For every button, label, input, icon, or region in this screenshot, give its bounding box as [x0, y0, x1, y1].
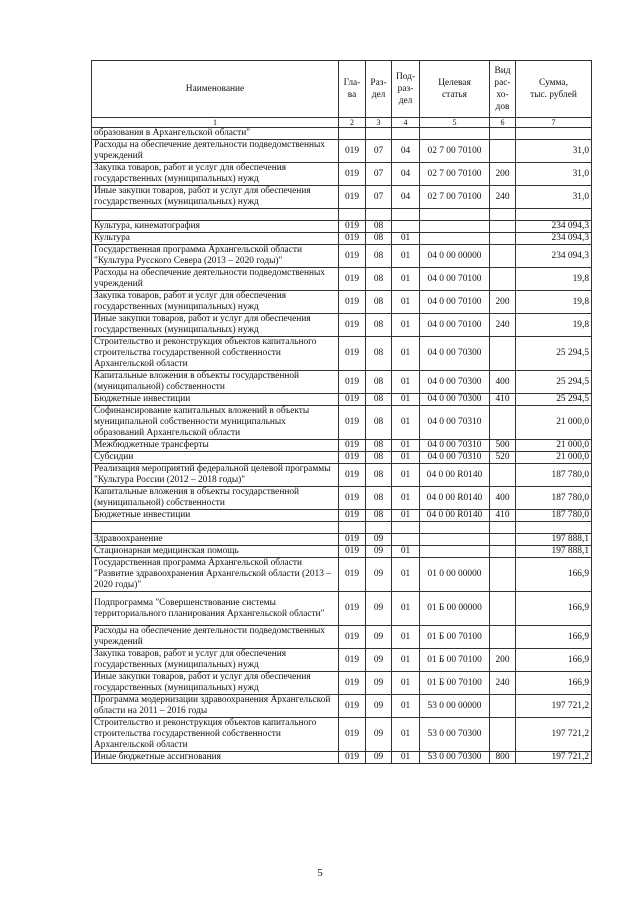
row-section: 09	[366, 592, 392, 626]
spacer-row	[92, 209, 592, 221]
row-name: Здравоохранение	[92, 534, 339, 546]
row-section: 08	[366, 314, 392, 337]
row-expense-type	[490, 546, 516, 558]
row-chapter: 019	[339, 291, 366, 314]
row-section: 09	[366, 534, 392, 546]
row-target: 53 0 00 00000	[420, 695, 490, 718]
row-chapter: 019	[339, 626, 366, 649]
row-expense-type: 240	[490, 314, 516, 337]
column-number: 5	[420, 118, 490, 128]
header-subsection: Под- раз- дел	[392, 61, 420, 118]
row-subsection: 01	[392, 337, 420, 371]
row-expense-type	[490, 718, 516, 752]
header-expense-type: Вид рас- хо- дов	[490, 61, 516, 118]
row-section: 08	[366, 510, 392, 522]
row-section: 09	[366, 626, 392, 649]
row-target	[420, 128, 490, 140]
row-section: 08	[366, 221, 392, 233]
row-amount: 187 780,0	[516, 510, 592, 522]
table-row	[92, 163, 592, 186]
row-amount: 21 000,0	[516, 452, 592, 464]
row-amount: 166,9	[516, 626, 592, 649]
row-section	[366, 128, 392, 140]
row-amount: 166,9	[516, 558, 592, 592]
budget-table	[91, 60, 592, 764]
row-target: 04 0 00 R0140	[420, 487, 490, 510]
header-name: Наименование	[92, 61, 339, 118]
row-name: Закупка товаров, работ и услуг для обеспечения государственных (муниципальных) нужд	[92, 649, 339, 672]
row-amount: 234 094,3	[516, 245, 592, 268]
row-chapter: 019	[339, 186, 366, 209]
table-row	[92, 752, 592, 764]
row-target: 01 0 00 00000	[420, 558, 490, 592]
row-chapter: 019	[339, 268, 366, 291]
row-expense-type: 400	[490, 487, 516, 510]
row-amount: 187 780,0	[516, 487, 592, 510]
row-target	[420, 209, 490, 221]
row-target: 04 0 00 70100	[420, 291, 490, 314]
row-target: 04 0 00 70100	[420, 268, 490, 291]
table-row	[92, 534, 592, 546]
row-subsection: 01	[392, 752, 420, 764]
table-row	[92, 291, 592, 314]
table-row	[92, 233, 592, 245]
row-name: Бюджетные инвестиции	[92, 510, 339, 522]
row-subsection: 01	[392, 291, 420, 314]
row-expense-type: 500	[490, 440, 516, 452]
row-target	[420, 546, 490, 558]
row-section: 08	[366, 452, 392, 464]
row-expense-type: 410	[490, 510, 516, 522]
table-row	[92, 394, 592, 406]
row-section: 08	[366, 245, 392, 268]
row-section: 09	[366, 718, 392, 752]
row-target: 01 Б 00 70100	[420, 672, 490, 695]
table-body	[92, 61, 592, 764]
row-amount: 234 094,3	[516, 221, 592, 233]
row-amount: 187 780,0	[516, 464, 592, 487]
row-subsection: 01	[392, 245, 420, 268]
row-amount: 21 000,0	[516, 406, 592, 440]
row-amount: 166,9	[516, 649, 592, 672]
row-expense-type	[490, 337, 516, 371]
row-section: 09	[366, 752, 392, 764]
row-target	[420, 522, 490, 534]
row-subsection	[392, 128, 420, 140]
row-chapter: 019	[339, 534, 366, 546]
row-name: Иные закупки товаров, работ и услуг для обеспечения государственных (муниципальных) нужд	[92, 314, 339, 337]
row-amount: 31,0	[516, 140, 592, 163]
table-row	[92, 718, 592, 752]
column-number-row	[92, 118, 592, 128]
row-section: 08	[366, 268, 392, 291]
row-expense-type	[490, 128, 516, 140]
row-subsection: 01	[392, 371, 420, 394]
row-target: 04 0 00 R0140	[420, 464, 490, 487]
row-amount: 166,9	[516, 592, 592, 626]
row-expense-type: 240	[490, 672, 516, 695]
row-name: Культура, кинематография	[92, 221, 339, 233]
row-amount: 197 888,1	[516, 546, 592, 558]
table-row	[92, 337, 592, 371]
row-section: 07	[366, 186, 392, 209]
row-amount: 25 294,5	[516, 394, 592, 406]
row-subsection: 01	[392, 464, 420, 487]
row-section: 09	[366, 695, 392, 718]
column-number: 3	[366, 118, 392, 128]
row-expense-type: 200	[490, 163, 516, 186]
header-target: Целевая статья	[420, 61, 490, 118]
row-amount: 21 000,0	[516, 440, 592, 452]
row-section: 08	[366, 464, 392, 487]
row-amount: 197 721,2	[516, 718, 592, 752]
table-row	[92, 314, 592, 337]
row-target	[420, 534, 490, 546]
page-number: 5	[317, 867, 323, 879]
row-name: Государственная программа Архангельской области "Развитие здравоохранения Архангельской области (2013 – 2020 годы)"	[92, 558, 339, 592]
row-expense-type: 200	[490, 649, 516, 672]
row-section: 08	[366, 291, 392, 314]
row-expense-type	[490, 233, 516, 245]
row-expense-type	[490, 626, 516, 649]
table-row	[92, 452, 592, 464]
table-row	[92, 186, 592, 209]
row-amount	[516, 209, 592, 221]
row-name: Расходы на обеспечение деятельности подведомственных учреждений	[92, 140, 339, 163]
row-amount: 197 721,2	[516, 752, 592, 764]
row-chapter: 019	[339, 406, 366, 440]
row-expense-type	[490, 209, 516, 221]
row-expense-type	[490, 221, 516, 233]
row-target: 04 0 00 70300	[420, 337, 490, 371]
row-section	[366, 522, 392, 534]
row-amount	[516, 522, 592, 534]
table-header-row	[92, 61, 592, 118]
row-subsection	[392, 209, 420, 221]
row-chapter: 019	[339, 452, 366, 464]
table-row	[92, 371, 592, 394]
table-row	[92, 592, 592, 626]
column-number: 2	[339, 118, 366, 128]
row-section: 07	[366, 140, 392, 163]
table-row	[92, 128, 592, 140]
row-expense-type: 800	[490, 752, 516, 764]
row-chapter: 019	[339, 487, 366, 510]
row-subsection: 01	[392, 487, 420, 510]
row-section: 08	[366, 440, 392, 452]
row-target: 04 0 00 70300	[420, 371, 490, 394]
row-section: 09	[366, 672, 392, 695]
row-subsection	[392, 221, 420, 233]
row-expense-type	[490, 534, 516, 546]
table-row	[92, 464, 592, 487]
row-target: 02 7 00 70100	[420, 140, 490, 163]
row-target	[420, 221, 490, 233]
row-name: Иные бюджетные ассигнования	[92, 752, 339, 764]
row-chapter: 019	[339, 314, 366, 337]
row-amount: 166,9	[516, 672, 592, 695]
row-chapter: 019	[339, 546, 366, 558]
row-target: 01 Б 00 70100	[420, 626, 490, 649]
row-subsection: 01	[392, 233, 420, 245]
header-chapter: Гла- ва	[339, 61, 366, 118]
row-chapter: 019	[339, 221, 366, 233]
row-chapter: 019	[339, 510, 366, 522]
row-expense-type: 240	[490, 186, 516, 209]
row-name: Капитальные вложения в объекты государственной (муниципальной) собственности	[92, 487, 339, 510]
row-section: 08	[366, 337, 392, 371]
row-section: 08	[366, 406, 392, 440]
row-target: 01 Б 00 00000	[420, 592, 490, 626]
row-name: Софинансирование капитальных вложений в объекты муниципальной собственности муниципальных образований Архангельской области	[92, 406, 339, 440]
row-target: 04 0 00 70310	[420, 406, 490, 440]
row-chapter: 019	[339, 672, 366, 695]
row-name: Иные закупки товаров, работ и услуг для обеспечения государственных (муниципальных) нужд	[92, 672, 339, 695]
header-amount: Сумма, тыс. рублей	[516, 61, 592, 118]
row-subsection: 01	[392, 440, 420, 452]
row-section: 07	[366, 163, 392, 186]
row-expense-type: 410	[490, 394, 516, 406]
row-expense-type	[490, 522, 516, 534]
row-name: Строительство и реконструкция объектов капитального строительства государственной собственности Архангельской области	[92, 337, 339, 371]
row-name: Расходы на обеспечение деятельности подведомственных учреждений	[92, 626, 339, 649]
row-subsection: 01	[392, 558, 420, 592]
spacer-row	[92, 522, 592, 534]
row-name: Расходы на обеспечение деятельности подведомственных учреждений	[92, 268, 339, 291]
table-row	[92, 510, 592, 522]
row-target: 02 7 00 70100	[420, 163, 490, 186]
row-amount: 31,0	[516, 186, 592, 209]
row-name: образования в Архангельской области"	[92, 128, 339, 140]
row-expense-type	[490, 268, 516, 291]
row-subsection: 01	[392, 592, 420, 626]
row-name: Капитальные вложения в объекты государственной (муниципальной) собственности	[92, 371, 339, 394]
row-target: 53 0 00 70300	[420, 718, 490, 752]
row-subsection: 01	[392, 546, 420, 558]
row-subsection: 01	[392, 626, 420, 649]
row-name: Субсидии	[92, 452, 339, 464]
row-amount: 234 094,3	[516, 233, 592, 245]
row-chapter: 019	[339, 464, 366, 487]
row-name: Межбюджетные трансферты	[92, 440, 339, 452]
table-row	[92, 649, 592, 672]
row-amount: 197 888,1	[516, 534, 592, 546]
row-section: 09	[366, 649, 392, 672]
row-target: 02 7 00 70100	[420, 186, 490, 209]
column-number: 6	[490, 118, 516, 128]
table-row	[92, 626, 592, 649]
header-section: Раз- дел	[366, 61, 392, 118]
row-subsection: 01	[392, 452, 420, 464]
row-name	[92, 522, 339, 534]
table-row	[92, 140, 592, 163]
row-chapter: 019	[339, 695, 366, 718]
row-target: 53 0 00 70300	[420, 752, 490, 764]
table-row	[92, 695, 592, 718]
row-amount: 31,0	[516, 163, 592, 186]
row-subsection: 01	[392, 406, 420, 440]
row-section: 08	[366, 371, 392, 394]
table-row	[92, 558, 592, 592]
row-expense-type	[490, 464, 516, 487]
column-number: 4	[392, 118, 420, 128]
row-section: 09	[366, 558, 392, 592]
row-target: 04 0 00 70300	[420, 394, 490, 406]
row-name: Государственная программа Архангельской области "Культура Русского Севера (2013 – 2020 годы)"	[92, 245, 339, 268]
row-name: Реализация мероприятий федеральной целевой программы "Культура России (2012 – 2018 годы)"	[92, 464, 339, 487]
row-expense-type	[490, 140, 516, 163]
row-chapter	[339, 209, 366, 221]
row-name: Стационарная медицинская помощь	[92, 546, 339, 558]
column-number: 7	[516, 118, 592, 128]
row-expense-type	[490, 695, 516, 718]
row-expense-type	[490, 245, 516, 268]
row-chapter: 019	[339, 337, 366, 371]
row-subsection: 01	[392, 314, 420, 337]
row-target: 04 0 00 R0140	[420, 510, 490, 522]
row-name: Подпрограмма "Совершенствование системы территориального планирования Архангельской области"	[92, 592, 339, 626]
row-section: 08	[366, 487, 392, 510]
row-amount	[516, 128, 592, 140]
row-expense-type	[490, 558, 516, 592]
row-chapter: 019	[339, 394, 366, 406]
row-name: Программа модернизации здравоохранения Архангельской области на 2011 – 2016 годы	[92, 695, 339, 718]
row-subsection	[392, 522, 420, 534]
row-chapter	[339, 128, 366, 140]
row-subsection: 01	[392, 394, 420, 406]
row-chapter: 019	[339, 233, 366, 245]
row-subsection: 04	[392, 186, 420, 209]
row-chapter: 019	[339, 245, 366, 268]
row-target: 04 0 00 70100	[420, 314, 490, 337]
table-row	[92, 440, 592, 452]
row-name: Бюджетные инвестиции	[92, 394, 339, 406]
row-target: 04 0 00 70310	[420, 440, 490, 452]
row-subsection: 01	[392, 695, 420, 718]
row-target	[420, 233, 490, 245]
row-subsection: 01	[392, 649, 420, 672]
row-amount: 25 294,5	[516, 337, 592, 371]
row-subsection: 01	[392, 268, 420, 291]
row-target: 04 0 00 00000	[420, 245, 490, 268]
table-row	[92, 406, 592, 440]
row-chapter: 019	[339, 752, 366, 764]
row-section	[366, 209, 392, 221]
row-name: Закупка товаров, работ и услуг для обеспечения государственных (муниципальных) нужд	[92, 291, 339, 314]
row-subsection: 04	[392, 140, 420, 163]
row-amount: 25 294,5	[516, 371, 592, 394]
row-section: 09	[366, 546, 392, 558]
row-chapter: 019	[339, 163, 366, 186]
row-name: Иные закупки товаров, работ и услуг для обеспечения государственных (муниципальных) нужд	[92, 186, 339, 209]
row-chapter: 019	[339, 592, 366, 626]
row-subsection: 01	[392, 672, 420, 695]
row-expense-type: 200	[490, 291, 516, 314]
row-chapter: 019	[339, 649, 366, 672]
row-expense-type: 520	[490, 452, 516, 464]
row-chapter: 019	[339, 371, 366, 394]
table-row	[92, 487, 592, 510]
column-number: 1	[92, 118, 339, 128]
row-name: Закупка товаров, работ и услуг для обеспечения государственных (муниципальных) нужд	[92, 163, 339, 186]
row-expense-type: 400	[490, 371, 516, 394]
table-row	[92, 221, 592, 233]
table-row	[92, 546, 592, 558]
row-chapter	[339, 522, 366, 534]
row-name: Строительство и реконструкция объектов капитального строительства государственной собственности Архангельской области	[92, 718, 339, 752]
row-amount: 19,8	[516, 314, 592, 337]
row-amount: 19,8	[516, 291, 592, 314]
row-chapter: 019	[339, 558, 366, 592]
row-target: 04 0 00 70310	[420, 452, 490, 464]
row-chapter: 019	[339, 440, 366, 452]
row-expense-type	[490, 406, 516, 440]
table-row	[92, 268, 592, 291]
row-name: Культура	[92, 233, 339, 245]
row-subsection: 04	[392, 163, 420, 186]
row-name	[92, 209, 339, 221]
row-section: 08	[366, 394, 392, 406]
row-subsection	[392, 534, 420, 546]
row-amount: 197 721,2	[516, 695, 592, 718]
row-target: 01 Б 00 70100	[420, 649, 490, 672]
row-subsection: 01	[392, 510, 420, 522]
table-row	[92, 672, 592, 695]
row-chapter: 019	[339, 718, 366, 752]
row-subsection: 01	[392, 718, 420, 752]
row-expense-type	[490, 592, 516, 626]
row-section: 08	[366, 233, 392, 245]
row-amount: 19,8	[516, 268, 592, 291]
table-row	[92, 245, 592, 268]
row-chapter: 019	[339, 140, 366, 163]
